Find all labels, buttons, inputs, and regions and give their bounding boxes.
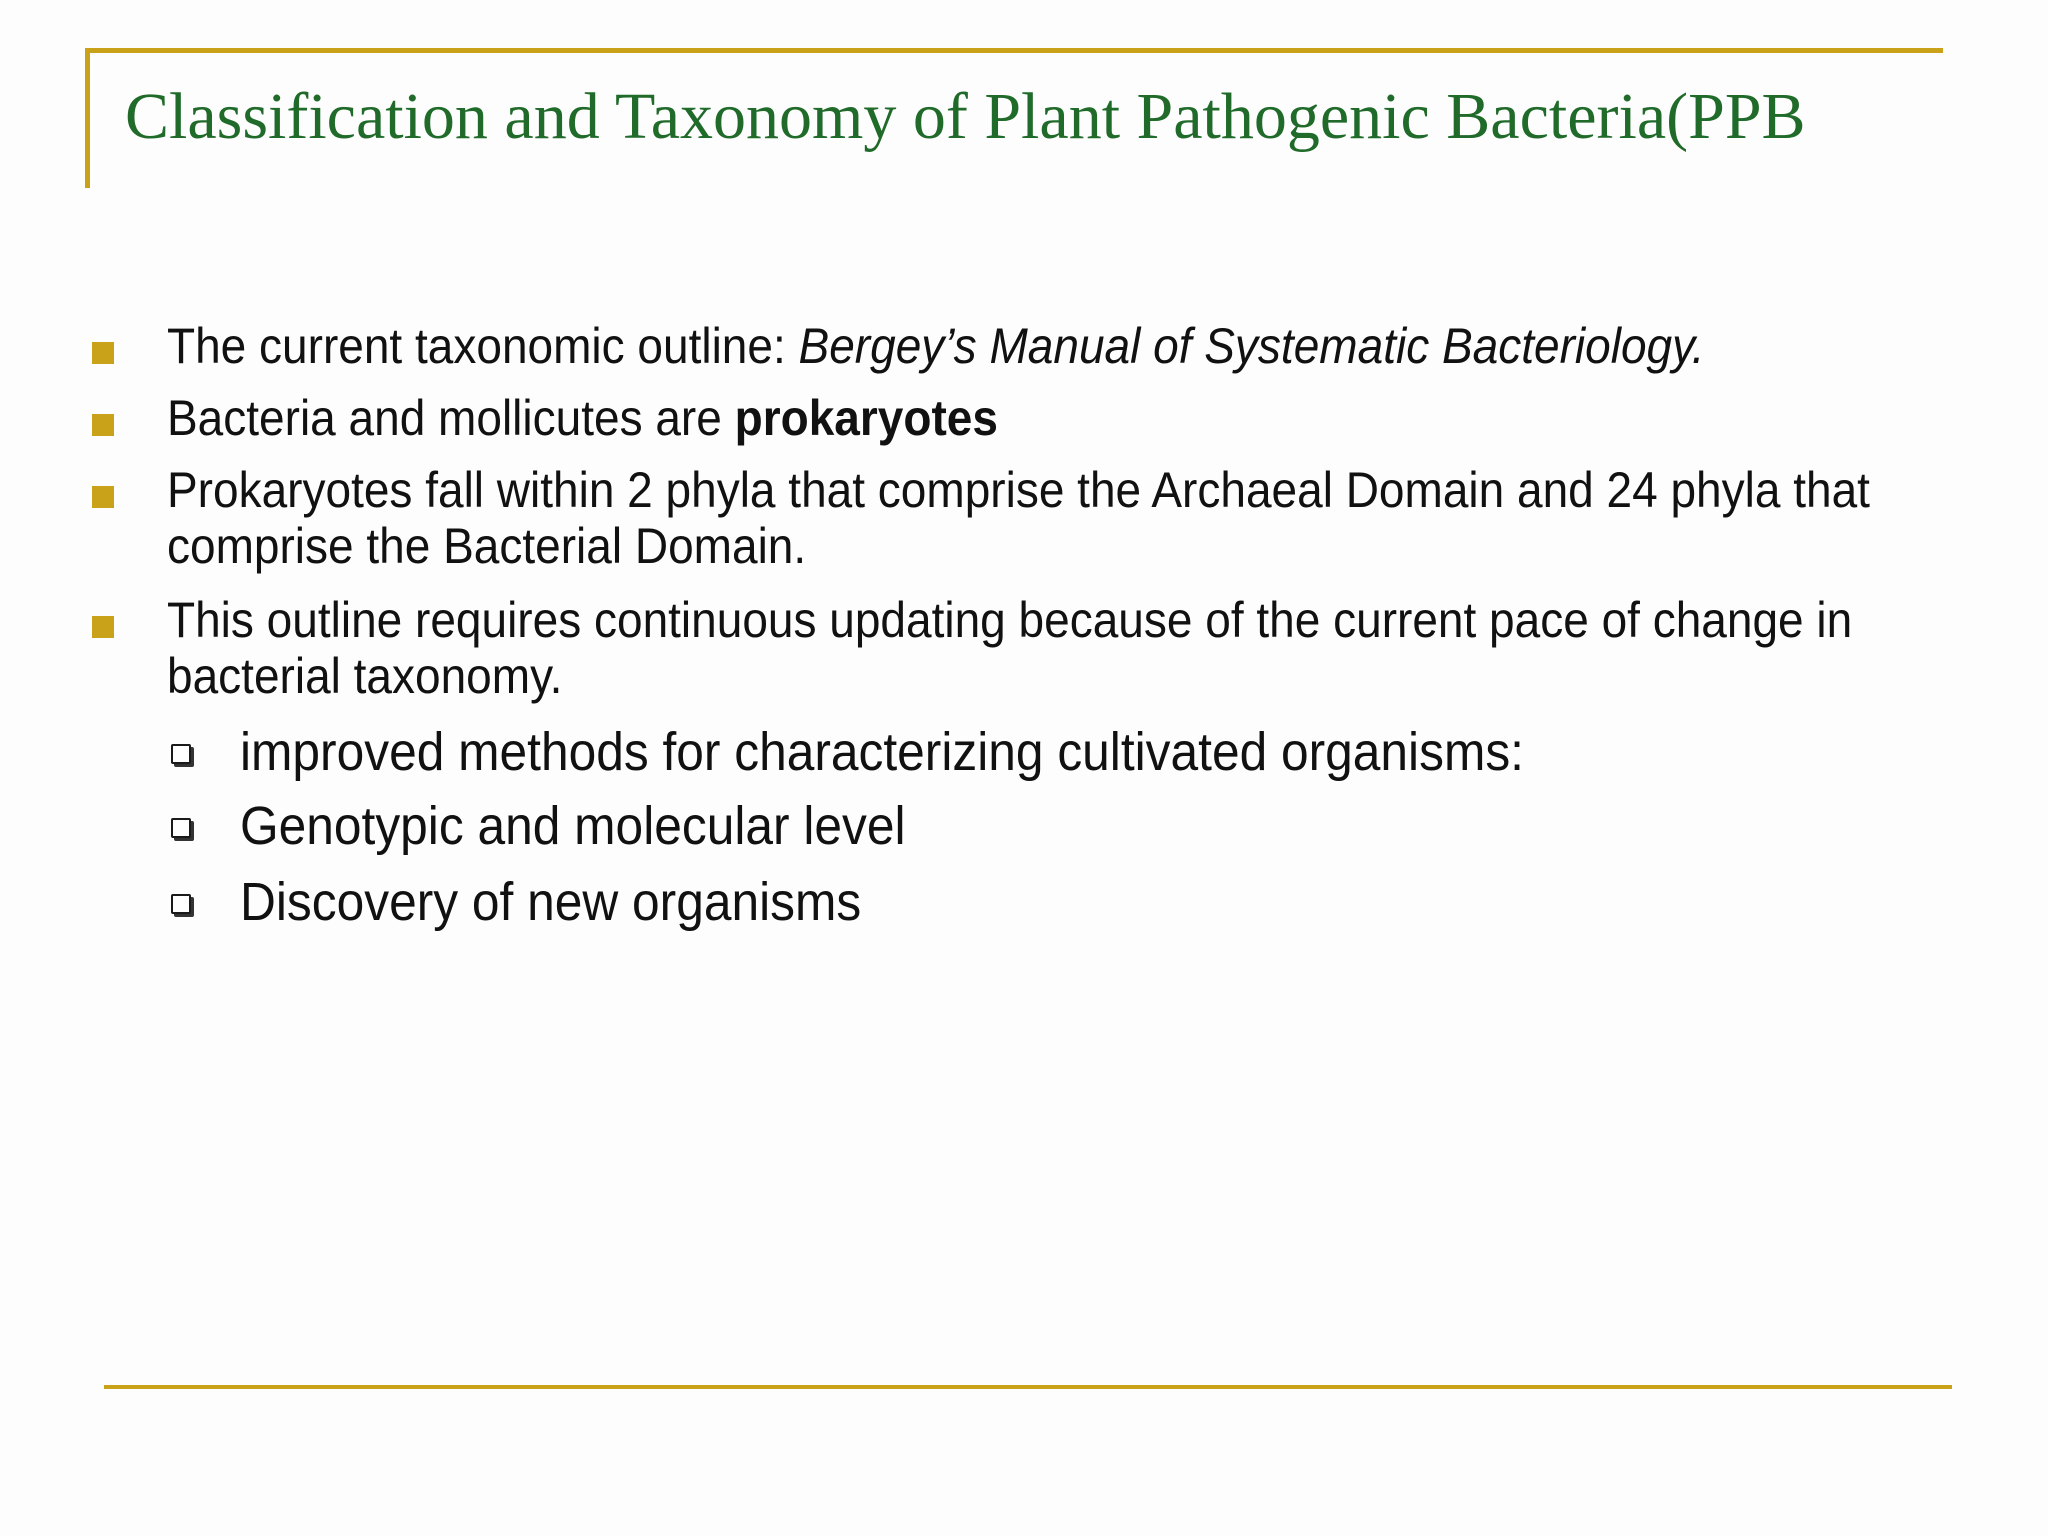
bullet-1-italic-title: Bergey’s Manual of Systematic Bacteriology. xyxy=(798,318,1705,374)
square-bullet-icon xyxy=(92,486,114,508)
sub-bullet-text-1: improved methods for characterizing cultivated organisms: xyxy=(240,722,1524,782)
footer-rule xyxy=(104,1385,1952,1389)
slide-title: Classification and Taxonomy of Plant Pathogenic Bacteria(PPB xyxy=(125,80,1806,153)
hollow-square-bullet-icon xyxy=(171,744,191,764)
square-bullet-icon xyxy=(92,414,114,436)
square-bullet-icon xyxy=(92,616,114,638)
sub-bullet-text-2: Genotypic and molecular level xyxy=(240,796,906,856)
bullet-text-2 xyxy=(167,390,1800,446)
bullet-text-3: Prokaryotes fall within 2 phyla that comprise the Archaeal Domain and 24 phyla that comprise the Bacterial Domain. xyxy=(167,462,1870,574)
bullet-text-4: This outline requires continuous updating because of the current pace of change in bacterial taxonomy. xyxy=(167,592,1853,704)
square-bullet-icon xyxy=(92,342,114,364)
hollow-square-bullet-icon xyxy=(171,818,191,838)
sub-bullet-text-3: Discovery of new organisms xyxy=(240,872,862,932)
bullet-1-prefix: The current taxonomic outline: xyxy=(167,318,799,374)
bullet-text-1 xyxy=(167,318,1800,374)
bullet-2-prefix: Bacteria and mollicutes are xyxy=(167,390,735,446)
bullet-2-bold-term: prokaryotes xyxy=(734,390,998,446)
hollow-square-bullet-icon xyxy=(171,894,191,914)
